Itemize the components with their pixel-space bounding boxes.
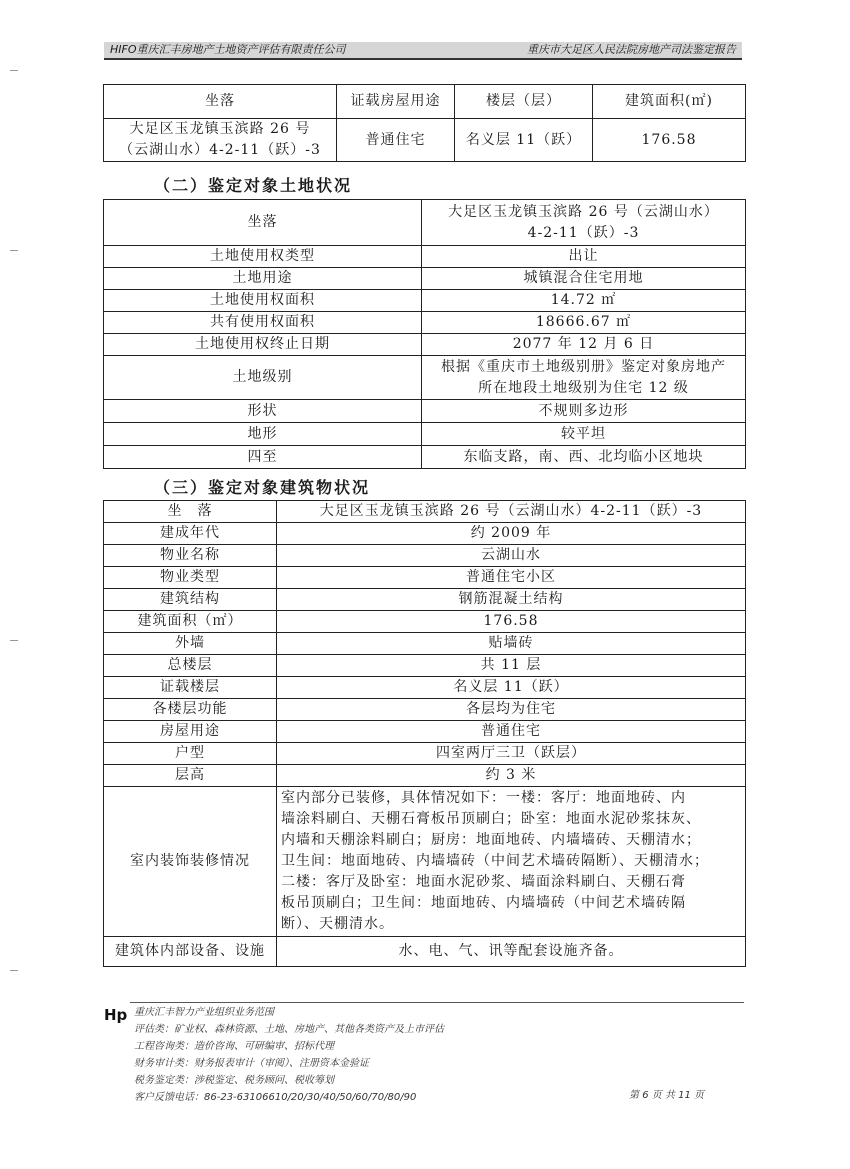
table-row: [104, 312, 746, 334]
table-row: [104, 567, 746, 589]
footer-line-text: 财务审计类：财务报表审计（审阅）、注册资本金验证: [134, 1058, 369, 1069]
table-row: [104, 721, 746, 743]
footer-line-text: 重庆汇丰智力产业组织业务范围: [134, 1007, 274, 1018]
table-row: [104, 446, 746, 469]
footer-line-text: 工程咨询类：造价咨询、可研编审、招标代理: [134, 1041, 334, 1052]
row-label: 形状: [104, 400, 422, 423]
value-line: 城镇混合住宅用地: [523, 270, 644, 286]
table-row: [104, 743, 746, 765]
margin-mark: [10, 250, 18, 251]
row-label: 土地使用权终止日期: [104, 334, 422, 356]
row-label: 证载楼层: [104, 677, 277, 699]
value-line: 根据《重庆市土地级别册》鉴定对象房地产: [441, 358, 726, 375]
page-number: 第 6 页 共 11 页: [629, 1090, 704, 1101]
row-value: 贴墙砖: [277, 633, 746, 655]
row-value: 普通住宅小区: [277, 567, 746, 589]
page-footer: [104, 1002, 744, 1102]
row-label: 物业类型: [104, 567, 277, 589]
land-status-table: [103, 199, 746, 469]
table-row: [104, 200, 746, 246]
table-row: [104, 423, 746, 446]
row-label: 土地使用权类型: [104, 246, 422, 268]
row-label: 物业名称: [104, 545, 277, 567]
row-label: 建筑结构: [104, 589, 277, 611]
row-value: 176.58: [277, 611, 746, 633]
cell-area: 176.58: [593, 119, 746, 162]
property-summary-table: [103, 84, 746, 162]
section-title-land: （二）鉴定对象土地状况: [154, 176, 353, 195]
table-row-facilities: [104, 937, 746, 967]
row-value: 各层均为住宅: [277, 699, 746, 721]
location-line: （云湖山水）4-2-11（跃）-3: [119, 142, 321, 158]
header-company: HIFO重庆汇丰房地产土地资产评估有限责任公司: [110, 43, 346, 56]
value-line: 所在地段土地级别为住宅 12 级: [478, 379, 689, 396]
table-row: [104, 334, 746, 356]
table-row: [104, 633, 746, 655]
description-line: 板吊顶刷白；卫生间：地面地砖、内墙墙砖（中间艺术墙砖隔: [281, 895, 686, 911]
footer-line-text: 评估类：矿业权、森林资源、土地、房地产、其他各类资产及上市评估: [134, 1024, 444, 1035]
row-label: 总楼层: [104, 655, 277, 677]
table-row: [104, 290, 746, 312]
row-label: 建成年代: [104, 523, 277, 545]
row-value: [422, 246, 746, 268]
col-header-floor: 楼层（层）: [455, 85, 593, 119]
row-value: 约 3 米: [277, 765, 746, 787]
page-header: [104, 42, 742, 60]
table-row: [104, 356, 746, 400]
table-row: [104, 677, 746, 699]
row-label: 土地级别: [104, 356, 422, 400]
row-label: 各楼层功能: [104, 699, 277, 721]
row-value: 云湖山水: [277, 545, 746, 567]
section-title-building: （三）鉴定对象建筑物状况: [154, 478, 371, 497]
row-value: [422, 268, 746, 290]
value-line: 4-2-11（跃）-3: [527, 224, 640, 241]
table-row: [104, 246, 746, 268]
value-line: 大足区玉龙镇玉滨路 26 号（云湖山水）: [448, 203, 719, 220]
row-value: [422, 334, 746, 356]
row-value: [422, 446, 746, 469]
footer-divider: [130, 1002, 744, 1003]
margin-mark: [10, 70, 18, 71]
row-label: 地形: [104, 423, 422, 446]
row-label: 坐 落: [104, 501, 277, 523]
table-row: [104, 268, 746, 290]
description-line: 断）、天棚清水。: [281, 916, 394, 932]
location-line: 大足区玉龙镇玉滨路 26 号: [129, 121, 311, 137]
row-value: [422, 312, 746, 334]
row-value: 水、电、气、讯等配套设施齐备。: [277, 937, 746, 967]
row-label: 房屋用途: [104, 721, 277, 743]
value-line: 出让: [568, 248, 599, 264]
description-line: 二楼：客厅及卧室：地面水泥砂浆、墙面涂料刷白、天棚石膏: [281, 874, 686, 890]
col-header-area: 建筑面积(㎡): [593, 85, 746, 119]
row-label: 土地使用权面积: [104, 290, 422, 312]
table-row: [104, 523, 746, 545]
col-header-location: 坐落: [104, 85, 337, 119]
row-label: 建筑体内部设备、设施: [104, 937, 277, 967]
row-value: 名义层 11（跃）: [277, 677, 746, 699]
row-label: 共有使用权面积: [104, 312, 422, 334]
value-line: 较平坦: [561, 425, 606, 442]
table-row-decoration: [104, 787, 746, 937]
table-row: [104, 589, 746, 611]
row-value: [422, 400, 746, 423]
row-label: 坐落: [104, 200, 422, 246]
decoration-description: [277, 787, 746, 937]
footer-line-text: 客户反馈电话：86-23-63106610/20/30/40/50/60/70/80/90: [134, 1092, 417, 1103]
value-line: 14.72 ㎡: [550, 292, 617, 308]
value-line: 18666.67 ㎡: [535, 314, 632, 330]
row-label: 层高: [104, 765, 277, 787]
cell-location: [104, 119, 337, 162]
cell-floor: 名义层 11（跃）: [455, 119, 593, 162]
value-line: 不规则多边形: [538, 402, 629, 419]
value-line: 2077 年 12 月 6 日: [512, 336, 655, 352]
row-label: 户型: [104, 743, 277, 765]
row-value: 约 2009 年: [277, 523, 746, 545]
description-line: 墙涂料刷白、天棚石膏板吊顶刷白；卧室：地面水泥砂浆抹灰、: [281, 811, 701, 827]
margin-mark: [10, 970, 18, 971]
row-value: [422, 423, 746, 446]
row-label: 室内装饰装修情况: [104, 787, 277, 937]
row-label: 建筑面积（㎡）: [104, 611, 277, 633]
header-report-title: 重庆市大足区人民法院房地产司法鉴定报告: [527, 43, 736, 56]
row-label: 四至: [104, 446, 422, 469]
table-header-row: [104, 85, 746, 119]
description-line: 卫生间：地面地砖、内墙墙砖（中间艺术墙砖隔断）、天棚清水；: [281, 853, 709, 869]
margin-mark: [10, 640, 18, 641]
footer-business-scope: [134, 1004, 444, 1106]
description-line: 室内部分已装修，具体情况如下：一楼：客厅：地面地砖、内: [281, 790, 686, 806]
table-row: [104, 400, 746, 423]
row-value: [422, 200, 746, 246]
row-label: 外墙: [104, 633, 277, 655]
table-row: [104, 501, 746, 523]
table-row: [104, 119, 746, 162]
table-row: [104, 699, 746, 721]
row-value: [422, 290, 746, 312]
description-line: 内墙和天棚涂料刷白；厨房：地面地砖、内墙墙砖、天棚清水；: [281, 832, 701, 848]
value-line: 东临支路，南、西、北均临小区地块: [463, 448, 704, 465]
table-row: [104, 545, 746, 567]
row-value: 钢筋混凝土结构: [277, 589, 746, 611]
row-value: 大足区玉龙镇玉滨路 26 号（云湖山水）4-2-11（跃）-3: [277, 501, 746, 523]
row-value: 四室两厅三卫（跃层）: [277, 743, 746, 765]
row-value: 普通住宅: [277, 721, 746, 743]
building-status-table: [103, 500, 746, 967]
row-value: 共 11 层: [277, 655, 746, 677]
footer-line-text: 税务鉴定类：涉税鉴定、税务顾问、税收筹划: [134, 1075, 334, 1086]
company-logo-icon: Hp: [104, 1006, 128, 1024]
table-row: [104, 765, 746, 787]
table-row: [104, 611, 746, 633]
cell-use: 普通住宅: [337, 119, 455, 162]
table-row: [104, 655, 746, 677]
row-label: 土地用途: [104, 268, 422, 290]
col-header-use: 证载房屋用途: [337, 85, 455, 119]
row-value: [422, 356, 746, 400]
